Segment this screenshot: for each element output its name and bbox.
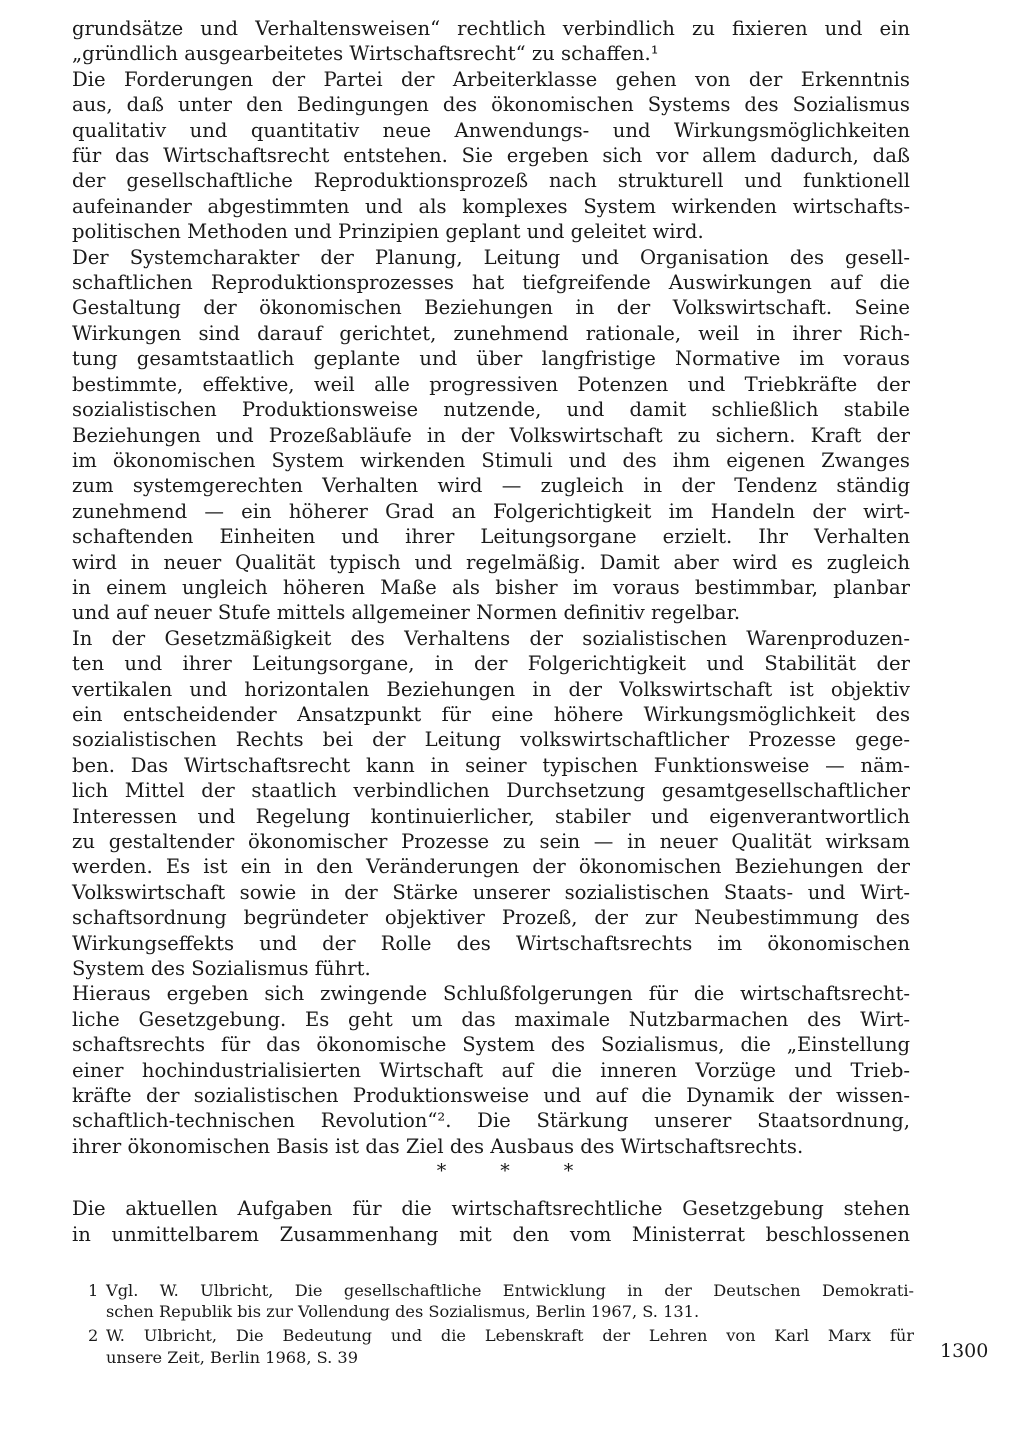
text-line: lich Mittel der staatlich verbindlichen Durchsetzung gesamtgesellschaftlicher [72,779,910,803]
text-line: für das Wirtschaftsrecht entstehen. Sie ergeben sich vor allem dadurch, daß [72,144,910,168]
text-line: In der Gesetzmäßigkeit des Verhaltens der sozialistischen Warenproduzen- [72,626,910,650]
text-line: Die Forderungen der Partei der Arbeiterklasse gehen von der Erkenntnis [72,67,910,91]
text-line: ben. Das Wirtschaftsrecht kann in seiner typischen Funktionsweise — näm- [72,753,910,777]
footnote-mark: 2 [88,1326,99,1346]
text-line: schaftsrechts für das ökonomische System des Sozialismus, die „Einstellung [72,1033,910,1057]
text-line: Gestaltung der ökonomischen Beziehungen in der Volkswirtschaft. Seine [72,296,910,320]
text-line: grundsätze und Verhaltensweisen“ rechtlich verbindlich zu fixieren und ein [72,17,910,40]
text-line: bestimmte, effektive, weil alle progressiven Potenzen und Triebkräfte der [72,372,910,396]
body-text [72,16,910,1159]
section-separator: * * * [436,1160,598,1182]
text-line: ten und ihrer Leitungsorgane, in der Folgerichtigkeit und Stabilität der [72,652,910,676]
text-line: tung gesamtstaatlich geplante und über langfristige Normative im voraus [72,347,910,371]
footnote-line: W. Ulbricht, Die Bedeutung und die Lebenskraft der Lehren von Karl Marx für [106,1326,914,1346]
footnote-mark: 1 [88,1281,99,1300]
paragraph [72,67,910,245]
text-line: aus, daß unter den Bedingungen des ökonomischen Systems des Sozialismus [72,93,910,117]
text-line: Wirkungen sind darauf gerichtet, zunehmend rationale, weil in ihrer Rich- [72,321,910,345]
page-number: 1300 [940,1340,989,1362]
text-line: Interessen und Regelung kontinuierlicher, stabiler und eigenverantwortlich [72,804,910,828]
text-line: ihrer ökonomischen Basis ist das Ziel des Ausbaus des Wirtschaftsrechts. [72,1134,804,1158]
paragraph [72,981,910,1159]
text-line: in einem ungleich höheren Maße als bisher im voraus bestimmbar, planbar [72,575,910,599]
text-line: Der Systemcharakter der Planung, Leitung und Organisation des gesell- [72,245,910,269]
text-line: einer hochindustrialisierten Wirtschaft auf die inneren Vorzüge und Trieb- [72,1058,910,1082]
footnote [88,1280,914,1322]
text-line: werden. Es ist ein in den Veränderungen der ökonomischen Beziehungen der [72,855,910,879]
text-line: liche Gesetzgebung. Es geht um das maximale Nutzbarmachen des Wirt- [72,1007,910,1031]
text-line: und auf neuer Stufe mittels allgemeiner Normen definitiv regelbar. [72,601,741,625]
text-line: sozialistischen Produktionsweise nutzende, und damit schließlich stabile [72,398,910,422]
text-line: schaftsordnung begründeter objektiver Prozeß, der zur Neubestimmung des [72,906,910,930]
text-line: schaftenden Einheiten und ihrer Leitungsorgane erzielt. Ihr Verhalten [72,525,910,549]
text-line: System des Sozialismus führt. [72,957,371,981]
text-line: wird in neuer Qualität typisch und regelmäßig. Damit aber wird es zugleich [72,550,910,574]
text-line: Volkswirtschaft sowie in der Stärke unserer sozialistischen Staats- und Wirt- [72,880,910,904]
text-line: politischen Methoden und Prinzipien geplant und geleitet wird. [72,220,704,244]
text-line: der gesellschaftliche Reproduktionsprozeß nach strukturell und funktionell [72,169,910,193]
footnote-line: Vgl. W. Ulbricht, Die gesellschaftliche Entwicklung in der Deutschen Demokrati- [106,1281,914,1300]
paragraph [72,16,910,67]
text-line: schaftlichen Reproduktionsprozesses hat tiefgreifende Auswirkungen auf die [72,271,910,295]
text-line: kräfte der sozialistischen Produktionsweise und auf die Dynamik der wissen- [72,1084,910,1108]
footnotes [88,1280,914,1371]
text-line: im ökonomischen System wirkenden Stimuli und des ihm eigenen Zwanges [72,448,910,472]
text-line: Hieraus ergeben sich zwingende Schlußfolgerungen für die wirtschaftsrecht- [72,982,910,1006]
text-line: aufeinander abgestimmten und als komplexes System wirkenden wirtschafts- [72,194,910,218]
text-line: zum systemgerechten Verhalten wird — zugleich in der Tendenz ständig [72,474,910,498]
text-line: zunehmend — ein höherer Grad an Folgerichtigkeit im Handeln der wirt- [72,499,910,523]
text-line: Die aktuellen Aufgaben für die wirtschaftsrechtliche Gesetzgebung stehen [72,1197,910,1220]
footnote-line: unsere Zeit, Berlin 1968, S. 39 [106,1347,359,1367]
text-line: vertikalen und horizontalen Beziehungen in der Volkswirtschaft ist objektiv [72,677,910,701]
text-line: qualitativ und quantitativ neue Anwendungs- und Wirkungsmöglichkeiten [72,118,910,142]
text-line: Wirkungseffekts und der Rolle des Wirtschaftsrechts im ökonomischen [72,931,910,955]
paragraph [72,626,910,982]
text-line: sozialistischen Rechts bei der Leitung volkswirtschaftlicher Prozesse gege- [72,728,910,752]
paragraph [72,245,910,626]
text-line: in unmittelbarem Zusammenhang mit den vom Ministerrat beschlossenen [72,1223,910,1246]
text-line: ein entscheidender Ansatzpunkt für eine höhere Wirkungsmöglichkeit des [72,702,910,726]
text-line: zu gestaltender ökonomischer Prozesse zu sein — in neuer Qualität wirksam [72,830,910,853]
text-line: Beziehungen und Prozeßabläufe in der Volkswirtschaft zu sichern. Kraft der [72,423,910,447]
footnote-line: schen Republik bis zur Vollendung des Sozialismus, Berlin 1967, S. 131. [106,1302,700,1322]
text-line: „gründlich ausgearbeitetes Wirtschaftsrecht“ zu schaffen.¹ [72,42,659,66]
continued-paragraph [72,1196,910,1248]
text-line: schaftlich-technischen Revolution“². Die Stärkung unserer Staatsordnung, [72,1109,910,1133]
footnote [88,1325,914,1367]
